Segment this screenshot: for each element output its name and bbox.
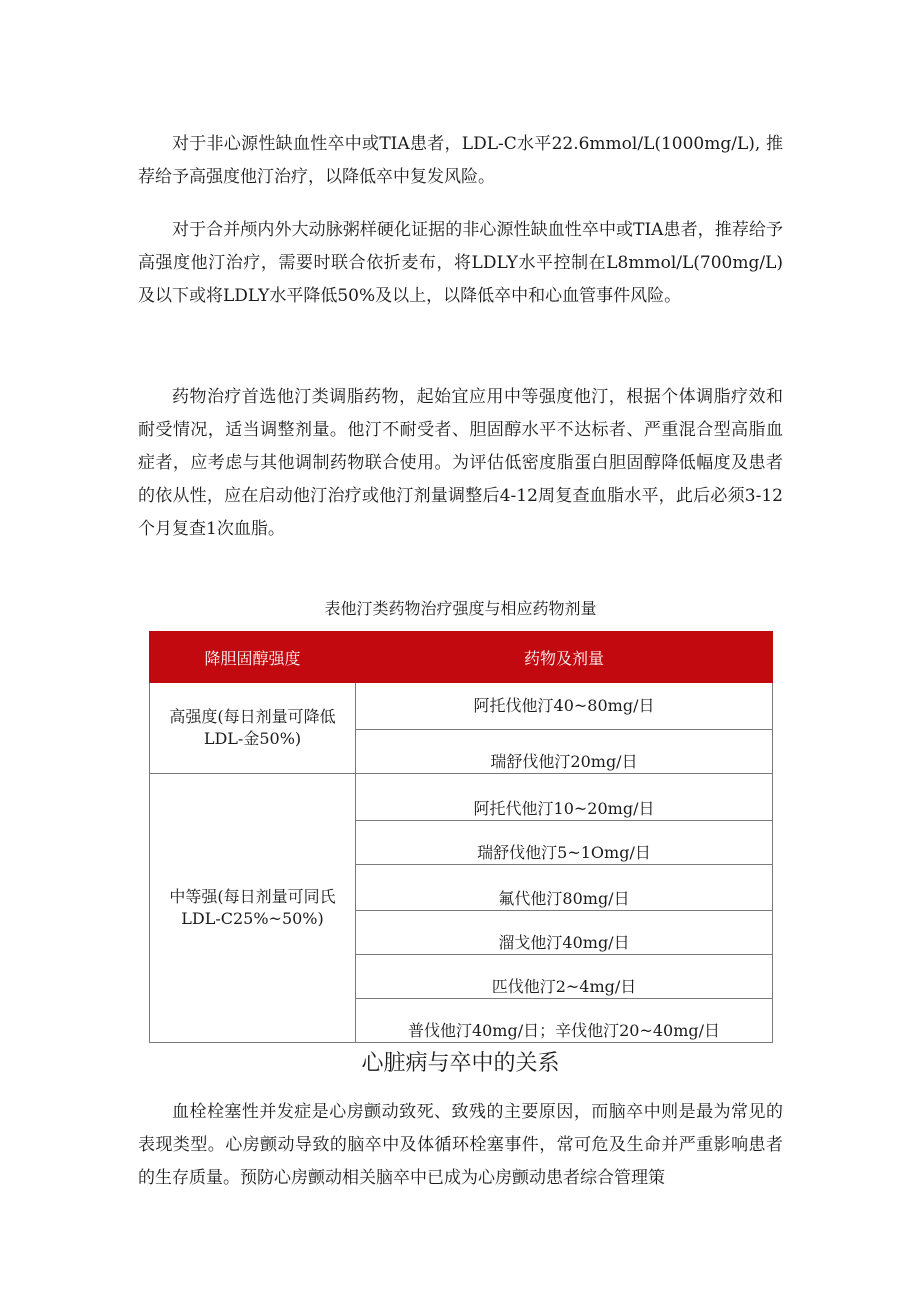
paragraph-ldl-target: 对于非心源性缺血性卒中或TIA患者，LDL-C水平22.6mmol/L(1000mg/L), 推荐给予高强度他汀治疗，以降低卒中复发风险。	[138, 134, 783, 187]
paragraph-af-stroke: 血栓栓塞性并发症是心房颤动致死、致残的主要原因，而脑卒中则是最为常见的表现类型。心房颤动导致的脑卒中及体循环栓塞事件，常可危及生命并严重影响患者的生存质量。预防心房颤动相关脑卒中已成为心房颤动患者综合管理策	[138, 1102, 783, 1188]
section-title: 心脏病与卒中的关系	[361, 1051, 560, 1076]
drug-dose-cell: 阿托伐他汀40~80mg/日	[356, 683, 773, 730]
statin-dosage-table	[149, 631, 773, 1043]
drug-dose-cell: 阿托代他汀10~20mg/日	[356, 774, 773, 821]
intensity-moderate: 中等强(每日剂量可同氏LDL-C25%~50%)	[150, 774, 356, 1043]
drug-dose-cell: 瑞舒伐他汀20mg/日	[356, 730, 773, 774]
paragraph-intracranial-atherosclerosis: 对于合并颅内外大动脉粥样硬化证据的非心源性缺血性卒中或TIA患者，推荐给予高强度他汀治疗，需要时联合依折麦布，将LDLY水平控制在L8mmol/L(700mg/L)及以下或将LDLY水平降低50%及以上，以降低卒中和心血管事件风险。	[138, 220, 783, 306]
table-caption: 表他汀类药物治疗强度与相应药物剂量	[324, 599, 597, 618]
paragraph-statin-therapy: 药物治疗首选他汀类调脂药物，起始宜应用中等强度他汀，根据个体调脂疗效和耐受情况，适当调整剂量。他汀不耐受者、胆固醇水平不达标者、严重混合型高脂血症者，应考虑与其他调制药物联合使用。为评估低密度脂蛋白胆固醇降低幅度及患者的依从性，应在启动他汀治疗或他汀剂量调整后4-12周复查血脂水平，此后必须3-12个月复查1次血脂。	[138, 387, 783, 539]
drug-dose-cell: 溜戈他汀40mg/日	[356, 911, 773, 955]
table-row	[150, 774, 773, 821]
drug-dose-cell: 瑞舒伐他汀5~1Omg/日	[356, 821, 773, 865]
header-intensity: 降胆固醇强度	[150, 632, 356, 683]
header-drug-dose: 药物及剂量	[356, 632, 773, 683]
drug-dose-cell: 氟代他汀80mg/日	[356, 865, 773, 911]
table-header-row	[150, 632, 773, 683]
table-row	[150, 683, 773, 730]
drug-dose-cell: 普伐他汀40mg/日；辛伐他汀20~40mg/日	[356, 999, 773, 1043]
drug-dose-cell: 匹伐他汀2~4mg/日	[356, 955, 773, 999]
intensity-high: 高强度(每日剂量可降低LDL-金50%)	[150, 683, 356, 774]
